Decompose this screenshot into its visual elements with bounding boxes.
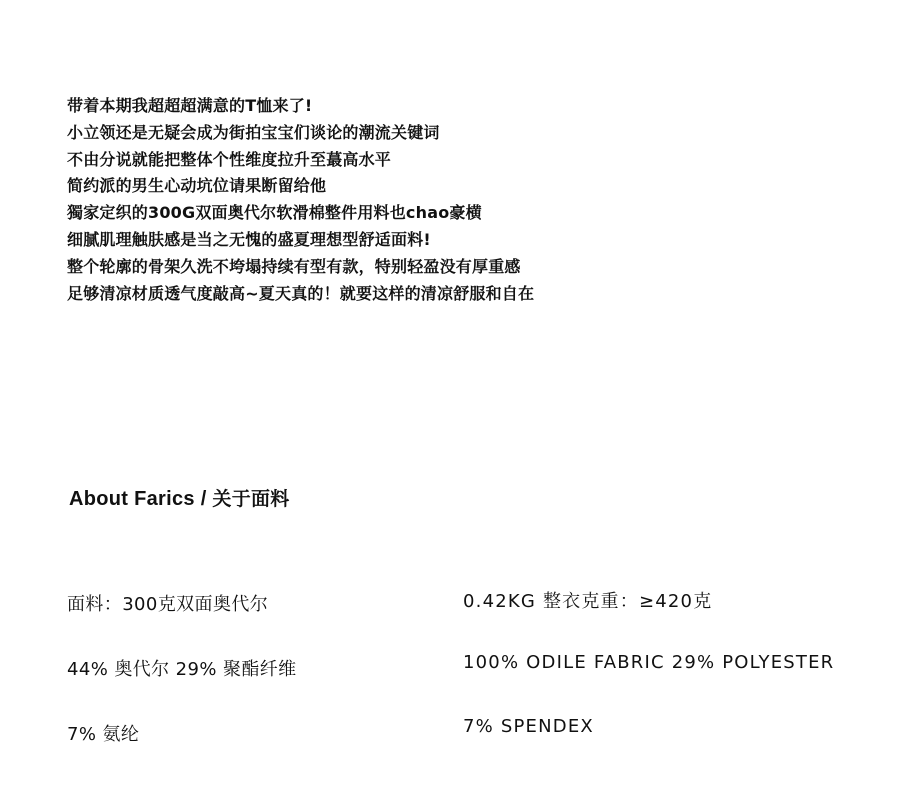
intro-line: 带着本期我超超超满意的T恤来了! (67, 96, 313, 115)
intro-line: 细腻肌理触肤感是当之无愧的盛夏理想型舒适面料! (67, 229, 431, 249)
section-title-en: About Farics / (69, 488, 213, 510)
intro-line: 獨家定织的300G双面奥代尔软滑棉整件用料也chao豪横 (67, 203, 482, 223)
section-title (69, 484, 290, 511)
intro-line: 不由分说就能把整体个性维度拉升至蕞高水平 (67, 149, 392, 169)
spec-spandex-en: 7% SPENDEX (463, 716, 594, 737)
spec-spandex-cn: 7% 氨纶 (67, 724, 140, 745)
intro-text-block (67, 93, 847, 307)
intro-line: 整个轮廓的骨架久洗不垮塌持续有型有款，特别轻盈没有厚重感 (67, 256, 521, 276)
spec-fabric-weight-cn: 面料：300克双面奥代尔 (67, 594, 269, 615)
section-title-cn: 关于面料 (212, 488, 290, 510)
intro-line: 足够清凉材质透气度敲高~夏天真的！就要这样的清凉舒服和自在 (67, 283, 535, 303)
intro-line: 小立领还是无疑会成为街拍宝宝们谈论的潮流关键词 (67, 122, 440, 142)
spec-composition-en: 100% ODILE FABRIC 29% POLYESTER (463, 652, 835, 673)
intro-line: 简约派的男生心动坑位请果断留给他 (67, 176, 327, 196)
spec-garment-weight: 0.42KG 整衣克重：≥420克 (463, 591, 713, 612)
spec-composition-cn: 44% 奥代尔 29% 聚酯纤维 (67, 659, 297, 680)
